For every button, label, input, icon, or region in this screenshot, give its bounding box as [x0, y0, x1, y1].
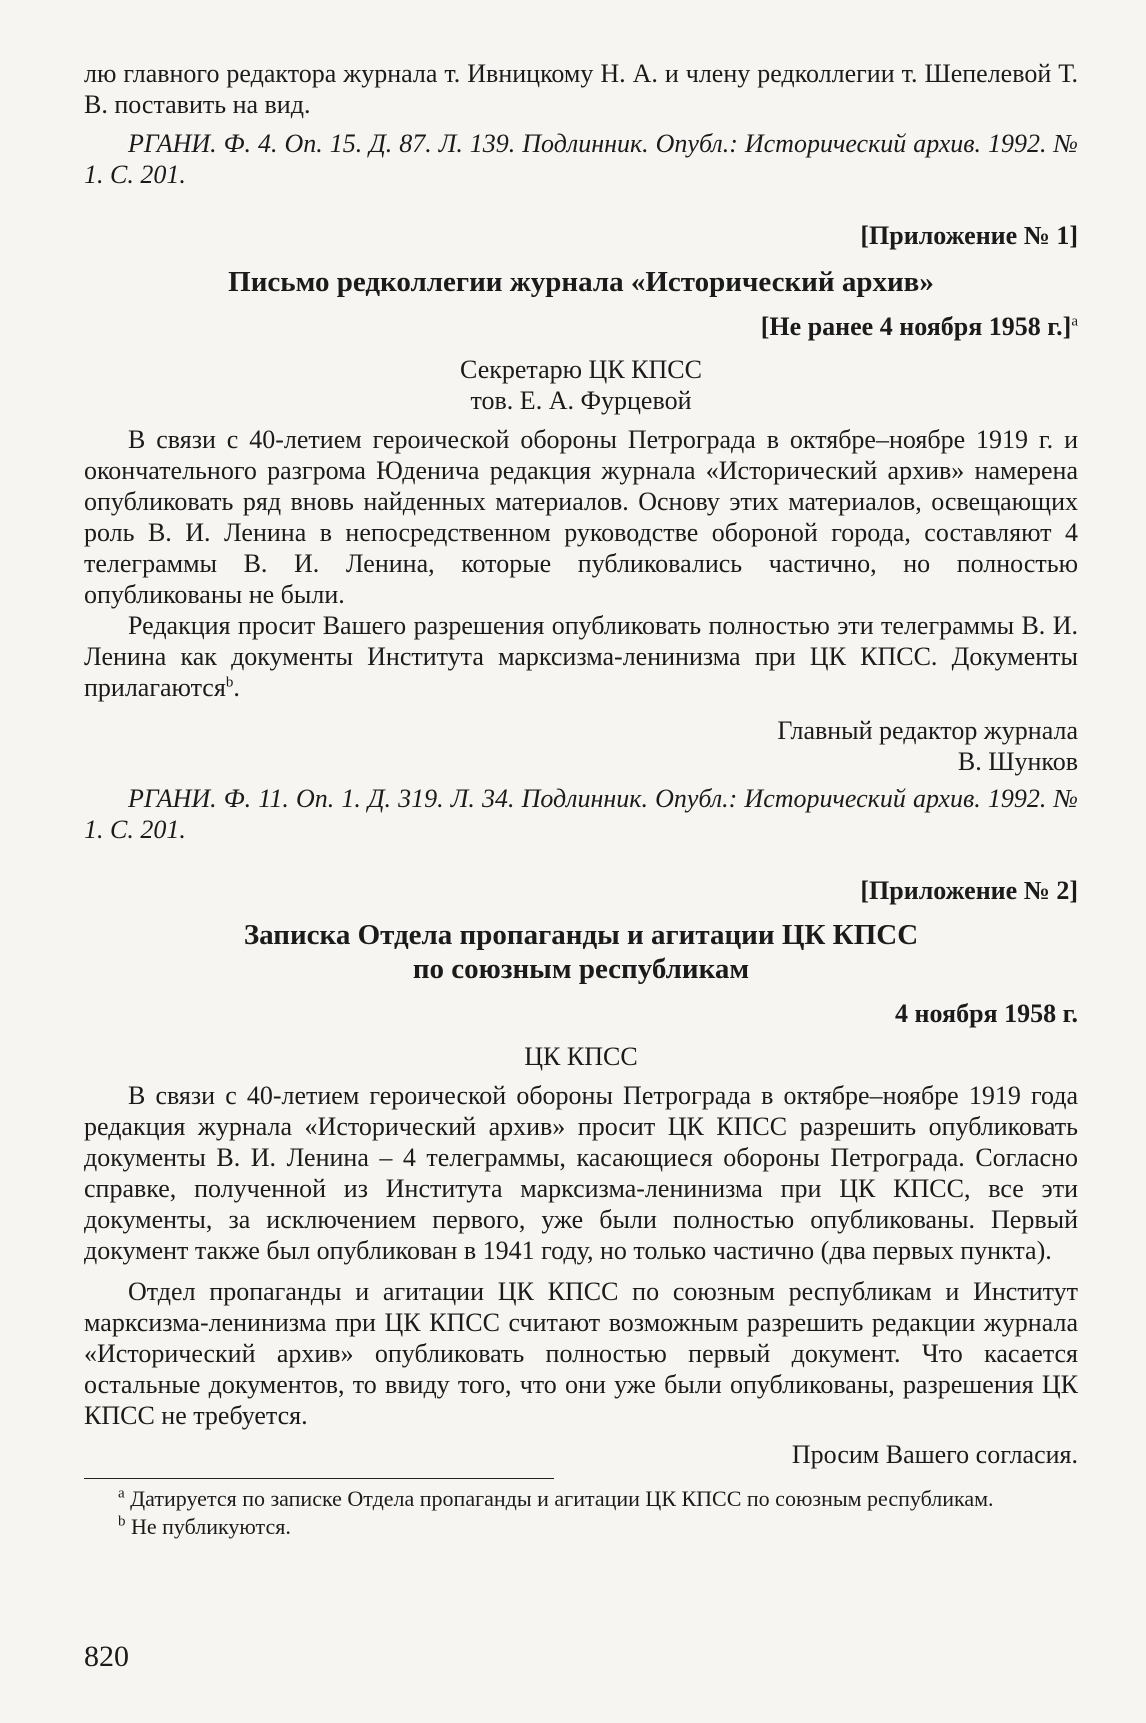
appendix-1-title: Письмо редколлегии журнала «Исторический архив»	[228, 266, 934, 298]
signature-name: В. Шунков	[957, 747, 1078, 776]
appendix-2-date: 4 ноября 1958 г.	[895, 999, 1078, 1028]
addressee-line-2: тов. Е. А. Фурцевой	[470, 386, 692, 415]
document-page	[84, 58, 1078, 1541]
appendix-2-title-line-2: по союзным республикам	[412, 953, 750, 985]
appendix-2-title-line-1: Записка Отдела пропаганды и агитации ЦК КПСС	[243, 919, 919, 951]
top-paragraph: лю главного редактора журнала т. Ивницкому Н. А. и члену редколлегии т. Шепелевой Т. В. поставить на вид.	[84, 59, 1078, 119]
archive-source-1: РГАНИ. Ф. 4. Оп. 15. Д. 87. Л. 139. Подлинник. Опубл.: Исторический архив. 1992. № 1. С. 201.	[84, 129, 1078, 189]
footnote-a: $^a$ Датируется по записке Отдела пропаганды и агитации ЦК КПСС по союзным республикам.	[118, 1485, 994, 1511]
page-number: 820	[84, 1640, 129, 1673]
footnote-mark-a: a	[1071, 313, 1078, 330]
note-paragraph-1: В связи с 40-летием героической обороны Петрограда в октябре–ноябре 1919 года редакция журнала «Исторический архив» просит ЦК КПСС разрешить опубликовать документы В. И. Ленина – 4 телеграммы, касающиеся обороны Петрограда. Согласно справке, полученной из Института марксизма-ленинизма при ЦК КПСС, все эти документы, за исключением первого, уже были полностью опубликованы. Первый документ также был опубликован в 1941 году, но только частично (два первых пункта).	[84, 1081, 1078, 1265]
signature-title: Главный редактор журнала	[777, 716, 1078, 745]
appendix-2-label: [Приложение № 2]	[860, 876, 1078, 905]
footnote-mark-b: b	[225, 674, 234, 691]
archive-source-2: РГАНИ. Ф. 11. Оп. 1. Д. 319. Л. 34. Подлинник. Опубл.: Исторический архив. 1992. № 1. С. 201.	[84, 784, 1078, 844]
note-paragraph-2: Отдел пропаганды и агитации ЦК КПСС по союзным республикам и Институт марксизма-ленинизма при ЦК КПСС считают возможным разрешить редакции журнала «Исторический архив» опубликовать полностью первый документ. Что касается остальные документов, то ввиду того, что они уже были опубликованы, разрешения ЦК КПСС не требуется.	[84, 1277, 1078, 1430]
letter-paragraph-1: В связи с 40-летием героической обороны Петрограда в октябре–ноябре 1919 г. и окончательного разгрома Юденича редакция журнала «Исторический архив» намерена опубликовать ряд вновь найденных материалов. Основу этих материалов, освещающих роль В. И. Ленина в непосредственном руководстве обороной города, составляют 4 телеграммы В. И. Ленина, которые публиковались частично, но полностью опубликованы не были.	[84, 425, 1078, 609]
appendix-1-date: [Не ранее 4 ноября 1958 г.]$^a$	[760, 312, 1078, 341]
letter-paragraph-2: Редакция просит Вашего разрешения опубликовать полностью эти телеграммы В. И. Ленина как документы Института марксизма-ленинизма при ЦК КПСС. Документы прилагаются$^b$.	[84, 611, 1078, 702]
footnote-b: $^b$ Не публикуются.	[118, 1513, 291, 1539]
appendix-1-label: [Приложение № 1]	[860, 221, 1078, 250]
footnote-divider	[84, 1478, 554, 1479]
appendix-2-addressee: ЦК КПСС	[524, 1042, 638, 1071]
closing-request: Просим Вашего согласия.	[791, 1440, 1078, 1469]
addressee-line-1: Секретарю ЦК КПСС	[460, 355, 702, 384]
